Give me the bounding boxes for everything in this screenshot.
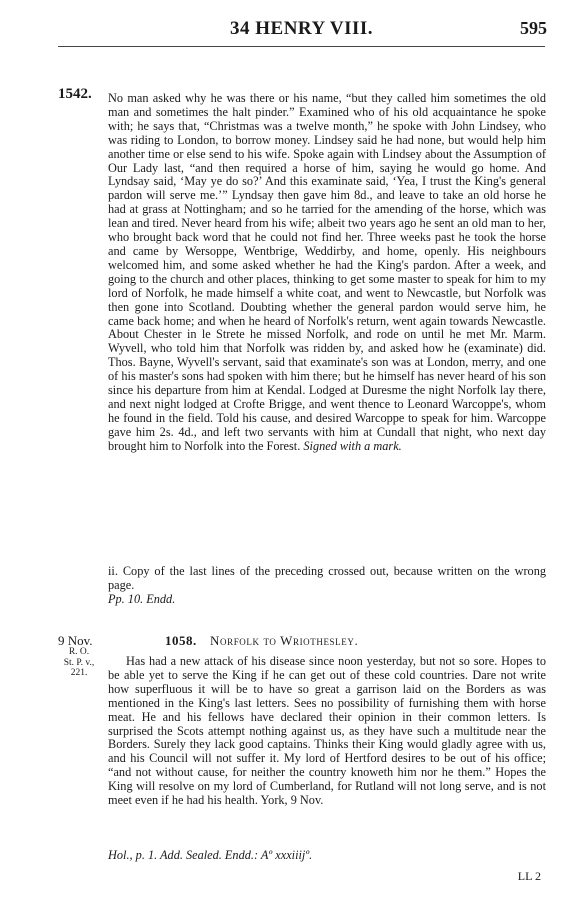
running-head-title: 34 HENRY VIII. bbox=[230, 18, 374, 39]
entry-title: Norfolk to Wriothesley. bbox=[210, 633, 359, 648]
year-marker: 1542. bbox=[58, 86, 92, 102]
signature-mark: LL 2 bbox=[517, 869, 541, 883]
paragraph-examination-text: No man asked why he was there or his name, “but they called him sometimes the old man and sometimes the halt pinder.” Examined who of his old acquaintance he spoke with; he says that, “Christmas was a twelve month,” he spoke with John Lindsey, who was riding to London, to borrow money. Lindsey said he had none, but would help him another time or else send to his wife. Spoke again with Lindsey about the Assumption of Our Lady last, “and then required a horse of him, saying he would go home. And Lyndsay said, ‘May ye do so?’ And this examinate said, ‘Yea, I trust the King's general pardon will serve me.’” Lyndsay then gave him 8d., and leave to take an old horse he had at grass at Nottingham; and so he tarried for the amending of the horse, which was lean and tired. Never heard from his wife; albeit two years ago he sent an old man to her, who brought back word that he could not find her. Three weeks past he took the horse and came by Wersoppe, Wentbrige, Weddirby, and home, openly. His neighbours welcomed him, and some asked whether he had the King's pardon. After a week, and going to the church and other places, thinking to get some master to speak for him to my lord of Norfolk, he made himself a white coat, and went to Newcastle, but Norfolk was then gone into Scotland. Doubting whether the general pardon would serve him, he came back home; and when he heard of Norfolk's return, went again towards Newcastle. About Chester in le Strete he missed Norfolk, and rode on until he met Mr. Marm. Wyvell, who told him that Norfolk was ridden by, and asked how he (examinate) did. Thos. Bayne, Wyvell's servant, said that examinate's son was at London, merry, and one of his master's sons had spoken with him there; but he himself has never heard of his son since his departure from him at Kendal. Lodged at Duresme the night Norfolk lay there, and next night lodged at Crofte Brigge, and went thence to Leonard Warcoppe's, whom he found in the field. Told his cause, and desired Warcoppe to speak for him. Warcoppe gave him 2s. 4d., and left two servants with him at Cundall that night, who next day brought him to Norfolk into the Forest. bbox=[108, 91, 546, 453]
margin-reference bbox=[58, 647, 100, 679]
margin-reference-stp: St. P. v., 221. bbox=[63, 657, 95, 678]
signed-with-mark: Signed with a mark. bbox=[303, 438, 402, 453]
header-rule bbox=[58, 46, 545, 47]
page-number: 595 bbox=[520, 18, 547, 38]
paragraph-copy-note: ii. Copy of the last lines of the preceding crossed out, because written on the wrong page. bbox=[108, 564, 546, 592]
entry-date: 9 Nov. bbox=[58, 633, 93, 648]
margin-reference-ro: R. O. bbox=[68, 647, 90, 657]
entry-endorsement: Hol., p. 1. Add. Sealed. Endd.: Aº xxxiiijº. bbox=[108, 848, 313, 862]
paragraph-examination bbox=[108, 92, 546, 454]
entry-heading bbox=[165, 633, 358, 649]
entry-number: 1058. bbox=[165, 633, 197, 648]
paragraph-pages-note: Pp. 10. Endd. bbox=[108, 592, 176, 606]
running-head bbox=[0, 18, 567, 40]
entry-letter-text: Has had a new attack of his disease since noon yesterday, but not so sore. Hopes to be able yet to serve the King if he can get out of these cold countries. Dare not write how superfluous it will be to have so great a garrison laid on the Borders as was mentioned in the King's last letters. Sees no possibility of furnishing them with horse meat. He and his fellows have declared their opinion in their common letters. Is surprised the Scots attempt nothing against us, as they have such a multitude near the Borders. Surely they lack good captains. Thinks their King would gladly agree with us, and his Council will not suffer it. My lord of Hertford desires to be out of his office; “and not without cause, for neither the country knoweth him nor he them.” Hopes the King will resolve on my lord of Cumberland, for Rutland will not long serve, and is not meet even if he had his health. York, 9 Nov. bbox=[108, 654, 546, 808]
